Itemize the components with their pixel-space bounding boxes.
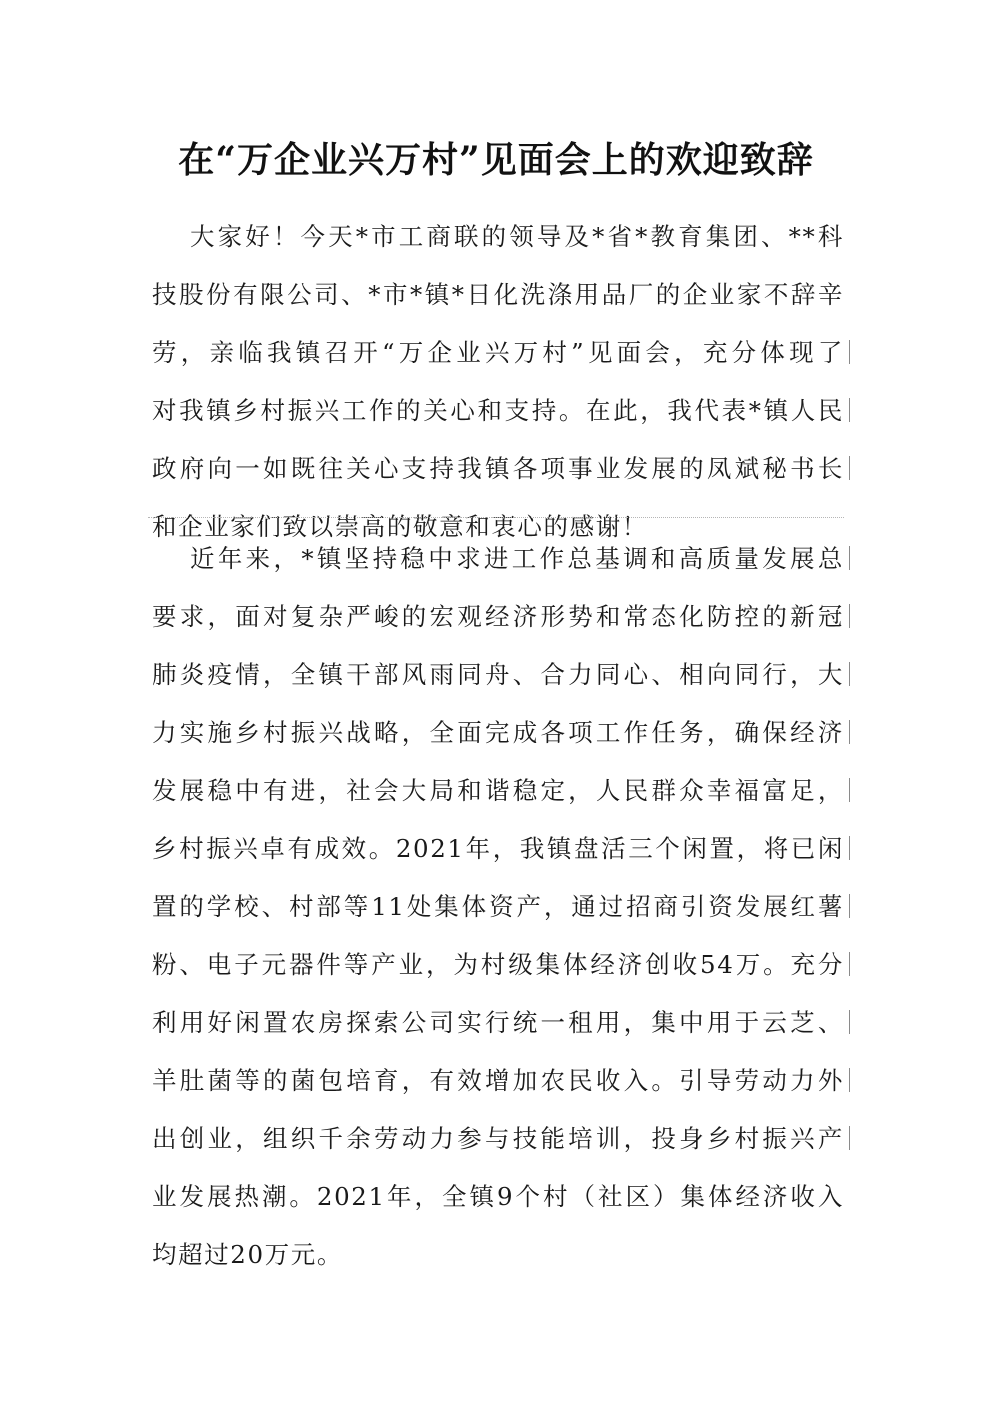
text-line-content: 出创业，组织千余劳动力参与技能培训，投身乡村振兴产 (152, 1124, 844, 1153)
margin-mark (849, 952, 850, 976)
text-line (152, 820, 844, 878)
text-line (152, 646, 844, 704)
paragraph-development (152, 530, 844, 1284)
margin-mark (849, 456, 850, 480)
text-line-content: 劳，亲临我镇召开“万企业兴万村”见面会，充分体现了 (152, 338, 844, 367)
margin-mark (849, 546, 850, 570)
text-line: 均超过20万元。 (152, 1240, 343, 1269)
margin-mark (849, 894, 850, 918)
paragraph-welcome (152, 208, 844, 556)
text-line-content: 置的学校、村部等11处集体资产，通过招商引资发展红薯 (152, 892, 844, 921)
text-line (152, 588, 844, 646)
margin-mark (849, 836, 850, 860)
text-line-content: 发展稳中有进，社会大局和谐稳定，人民群众幸福富足， (152, 776, 844, 805)
margin-mark (849, 778, 850, 802)
text-line-content: 近年来，*镇坚持稳中求进工作总基调和高质量发展总 (190, 544, 844, 573)
margin-mark (849, 662, 850, 686)
text-line (152, 704, 844, 762)
text-line-content: 要求，面对复杂严峻的宏观经济形势和常态化防控的新冠 (152, 602, 844, 631)
margin-mark (849, 1068, 850, 1092)
margin-mark (849, 720, 850, 744)
text-line (152, 530, 844, 588)
text-line (152, 1110, 844, 1168)
text-line-content: 利用好闲置农房探索公司实行统一租用，集中用于云芝、 (152, 1008, 844, 1037)
text-line-content: 对我镇乡村振兴工作的关心和支持。在此，我代表*镇人民 (152, 396, 844, 425)
text-line-content: 力实施乡村振兴战略，全面完成各项工作任务，确保经济 (152, 718, 844, 747)
text-line-content: 羊肚菌等的菌包培育，有效增加农民收入。引导劳动力外 (152, 1066, 844, 1095)
margin-mark (849, 340, 850, 364)
text-line (152, 762, 844, 820)
text-line (152, 1052, 844, 1110)
margin-mark (849, 398, 850, 422)
paragraph-separator (148, 517, 844, 518)
text-line: 大家好！今天*市工商联的领导及*省*教育集团、**科 (190, 222, 844, 251)
text-line (152, 440, 844, 498)
text-line: 技股份有限公司、*市*镇*日化洗涤用品厂的企业家不辞辛 (152, 280, 844, 309)
margin-mark (849, 1010, 850, 1034)
text-line (152, 382, 844, 440)
text-line: 和企业家们致以崇高的敬意和衷心的感谢！ (152, 512, 648, 541)
text-line-content: 政府向一如既往关心支持我镇各项事业发展的凤斌秘书长 (152, 454, 844, 483)
document-title: 在“万企业兴万村”见面会上的欢迎致辞 (178, 139, 814, 181)
text-line-content: 乡村振兴卓有成效。2021年，我镇盘活三个闲置，将已闲 (152, 834, 844, 863)
text-line: 业发展热潮。2021年，全镇9个村（社区）集体经济收入 (152, 1182, 844, 1211)
text-line (152, 324, 844, 382)
text-line (152, 994, 844, 1052)
text-line-content: 粉、电子元器件等产业，为村级集体经济创收54万。充分 (152, 950, 844, 979)
margin-mark (849, 1126, 850, 1150)
margin-mark (849, 604, 850, 628)
text-line (152, 878, 844, 936)
text-line-content: 肺炎疫情，全镇干部风雨同舟、合力同心、相向同行，大 (152, 660, 844, 689)
text-line (152, 936, 844, 994)
